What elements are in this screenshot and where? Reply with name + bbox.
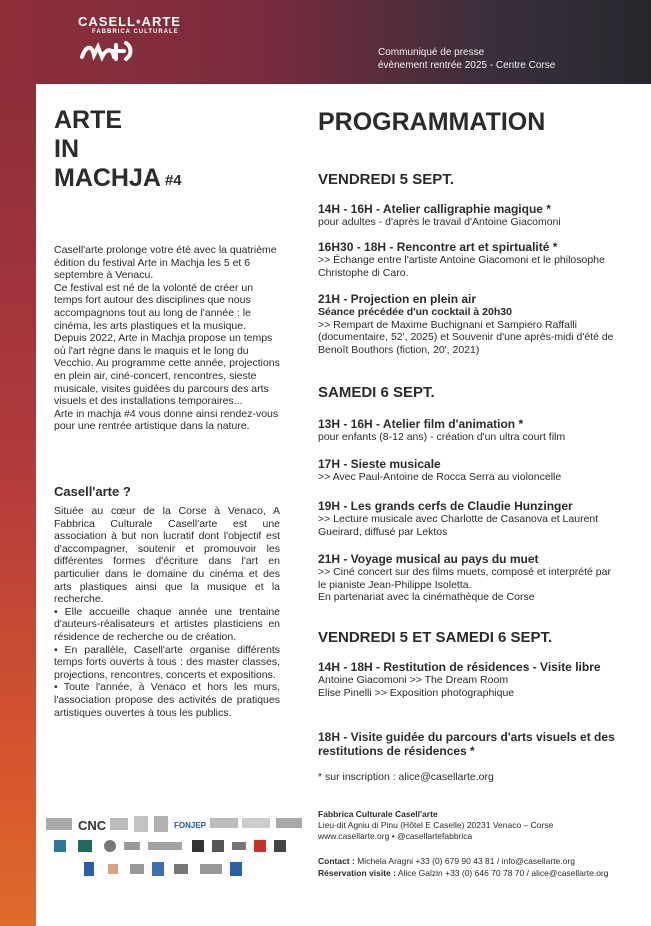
event-calligraphy: 14H - 16H - Atelier calligraphie magique * pour adultes - d'après le travail d'Antoine Giacomoni <box>318 202 561 228</box>
logo-subtext: FABBRICA CULTURALE <box>92 29 179 35</box>
festival-title: ARTE IN MACHJA $^{\#4}$ <box>54 106 182 192</box>
casellarte-logo <box>78 14 181 65</box>
programmation-title: PROGRAMMATION <box>318 108 546 136</box>
event-guided-tour: 18H - Visite guidée du parcours d'arts visuels et des restitutions de résidences * <box>318 730 615 758</box>
cnc-logo: CNC <box>78 818 107 833</box>
event-art-spirituality: 16H30 - 18H - Rencontre art et spirtualité * >> Échange entre l'artiste Antoine Giacomoni et le philosophe Christophe di Caro. <box>318 240 605 279</box>
day-heading-both-days: VENDREDI 5 ET SAMEDI 6 SEPT. <box>318 629 553 646</box>
partner-logo-row-3 <box>84 862 242 876</box>
header-band <box>0 0 651 84</box>
press-release-label: Communiqué de presse évènement rentrée 2025 - Centre Corse <box>378 47 556 71</box>
registration-note: * sur inscription : alice@casellarte.org <box>318 771 494 783</box>
left-gradient-band <box>0 84 36 926</box>
intro-text: Casell'arte prolonge votre été avec la quatrième édition du festival Arte in Machja les 5 et 6 septembre à Venacu. Ce festival est né de la volonté de créer un temps fort autour des disciplines que nous accompagnons tout au long de l'année : le cinéma, les arts plastiques et la musique. Depuis 2022, Arte in Machja propose un temps où l'art règne dans le maquis et le long du Vecchio. Au programme cette année, projections en plein air, ciné-concert, rencontres, sieste musicale, visites guidées du parcours des arts visuels et des installations temporaires... Arte in machja #4 vous donne ainsi rendez-vous pour une rentrée artistique dans la nature. <box>54 244 280 433</box>
event-animation-workshop: 13H - 16H - Atelier film d'animation * pour enfants (8-12 ans) - création d'un ultra court film <box>318 417 566 443</box>
organisation-info: Fabbrica Culturale Casell'arte Lieu-dit Agniu di Pinu (Hôtel E Caselle) 20231 Venaco – Corse www.casellarte.org • @casellartefabbrica <box>318 809 554 841</box>
event-residency-restitution: 14H - 18H - Restitution de résidences - Visite libre Antoine Giacomoni >> The Dream Room Elise Pinelli >> Exposition photographique <box>318 660 601 699</box>
casellarte-heading: Casell'arte ? <box>54 484 131 499</box>
fonjep-logo: FONJEP <box>174 821 207 830</box>
event-silent-film-concert: 21H - Voyage musical au pays du muet >> Ciné concert sur des films muets, composé et interprété par le pianiste Jean-Philippe Isoletta. En partenariat avec la cinémathèque de Corse <box>318 552 611 604</box>
partner-logo-row-1 <box>46 816 302 833</box>
logo-text: CASELL•ARTE <box>78 14 181 29</box>
event-open-air-projection: 21H - Projection en plein air Séance précédée d'un cocktail à 20h30 >> Rempart de Maxime Buchignani et Sampiero Raffalli (documentaire, 52', 2025) et Souvenir d'une après-midi d'été de Benoît Bouthors (fiction, 20', 2021) <box>318 292 614 356</box>
edition-number: #4 <box>164 172 182 189</box>
logo-mark-icon <box>78 37 136 65</box>
partner-logo-row-2 <box>54 840 286 852</box>
contact-info: Contact : Michela Aragni +33 (0) 679 90 43 81 / info@casellarte.org Réservation visite : Alice Galzin +33 (0) 646 70 78 70 / alice@casellarte.org <box>318 856 609 878</box>
event-musical-nap: 17H - Sieste musicale >> Avec Paul-Antoine de Rocca Serra au violoncelle <box>318 457 562 483</box>
event-grands-cerfs: 19H - Les grands cerfs de Claudie Hunzinger >> Lecture musicale avec Charlotte de Casanova et Laurent Gueirard, diffusé par Lektos <box>318 499 599 538</box>
day-heading-saturday: SAMEDI 6 SEPT. <box>318 384 435 401</box>
casellarte-text: Située au cœur de la Corse à Venaco, A Fabbrica Culturale Casell'arte est une association à but non lucratif dont l'objectif est d'accompagner, soutenir et promouvoir les différentes formes d'écriture dans l'art en particulier dans le domaine du cinéma et des arts plastiques ainsi que la musique et la recherche. • Elle accueille chaque année une trentaine d'auteurs-réalisateurs et artistes plasticiens en résidence de recherche ou de création. • En parallèle, Casell'arte organise différents temps forts ouverts à tous : des master classes, projections, rencontres, concerts et expositions. • Toute l'année, à Venaco et hors les murs, l'association propose des activités de pratiques artistiques ouvertes à tous les publics. <box>54 505 280 719</box>
partner-logos <box>44 812 306 882</box>
day-heading-friday: VENDREDI 5 SEPT. <box>318 171 454 188</box>
